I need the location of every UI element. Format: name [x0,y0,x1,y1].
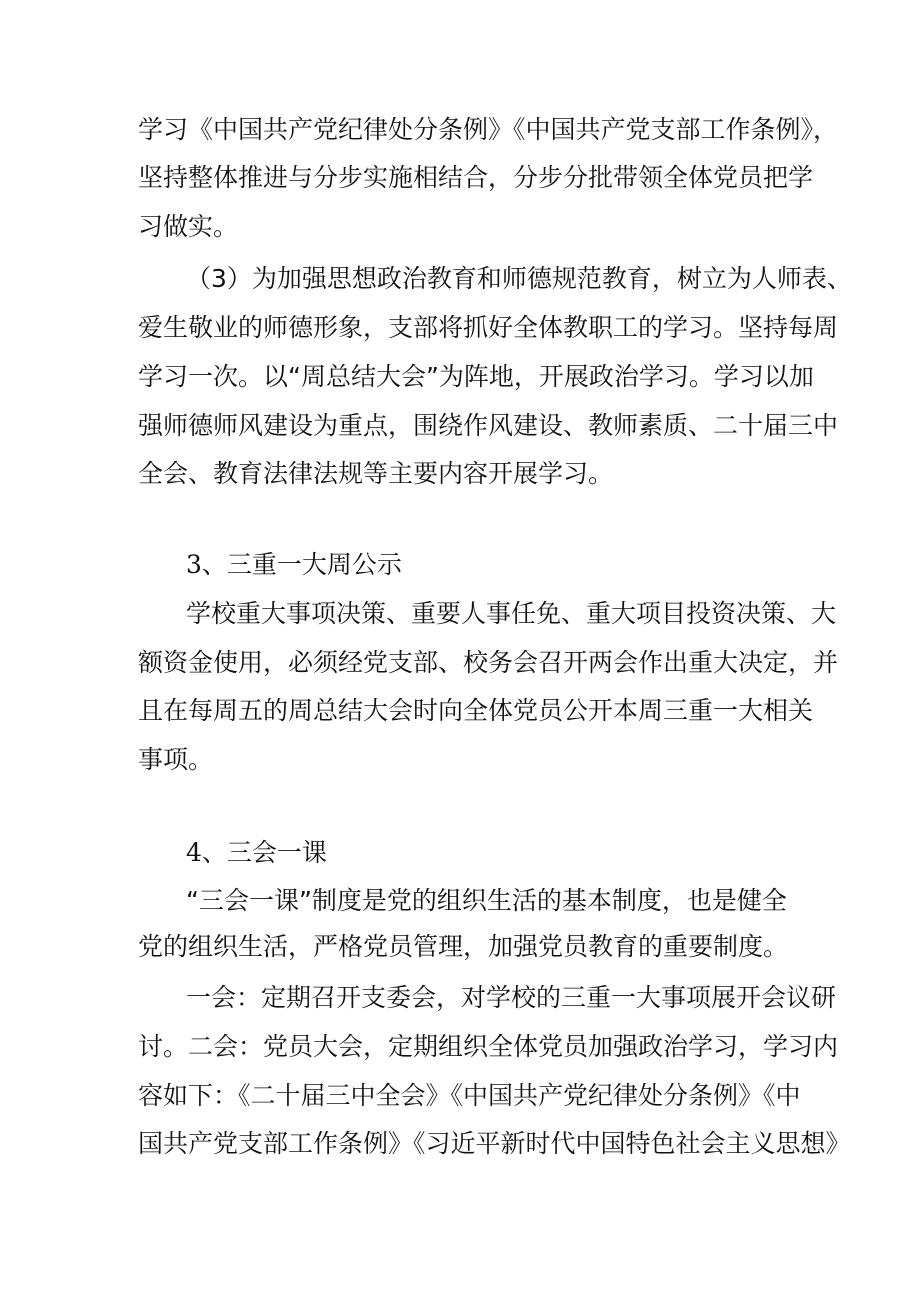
paragraph-line: 一会：定期召开支委会，对学校的三重一大事项展开会议研 [186,983,837,1012]
paragraph-line: 学校重大事项决策、重要人事任免、重大项目投资决策、大 [186,599,837,628]
paragraph-line: 学习一次。以“周总结大会”为阵地，开展政治学习。学习以加 [138,362,814,391]
paragraph-line: 且在每周五的周总结大会时向全体党员公开本周三重一大相关 [138,696,814,725]
section-heading: 3、三重一大周公示 [186,550,402,579]
paragraph-line: “三会一课”制度是党的组织生活的基本制度，也是健全 [186,886,787,915]
paragraph-line: 学习《中国共产党纪律处分条例》《中国共产党支部工作条例》， [138,115,839,144]
paragraph-line: 党的组织生活，严格党员管理，加强党员教育的重要制度。 [138,932,789,961]
paragraph-line: （3）为加强思想政治教育和师德规范教育，树立为人师表、 [186,264,852,293]
paragraph-line: 容如下：《二十届三中全会》《中国共产党纪律处分条例》《中 [138,1081,801,1110]
section-heading: 4、三会一课 [186,838,327,867]
paragraph-line: 讨。二会：党员大会，定期组织全体党员加强政治学习，学习内 [138,1032,839,1061]
paragraph-line: 额资金使用，必须经党支部、校务会召开两会作出重大决定，并 [138,648,839,677]
paragraph-line: 习做实。 [138,212,239,241]
paragraph-line: 坚持整体推进与分步实施相结合，分步分批带领全体党员把学 [138,163,814,192]
paragraph-line: 国共产党支部工作条例》《习近平新时代中国特色社会主义思想》 [138,1129,851,1158]
paragraph-line: 爱生敬业的师德形象，支部将抓好全体教职工的学习。坚持每周 [138,313,839,342]
paragraph-line: 强师德师风建设为重点，围绕作风建设、教师素质、二十届三中 [138,411,839,440]
paragraph-line: 全会、教育法律法规等主要内容开展学习。 [138,459,614,488]
paragraph-line: 事项。 [138,745,214,774]
